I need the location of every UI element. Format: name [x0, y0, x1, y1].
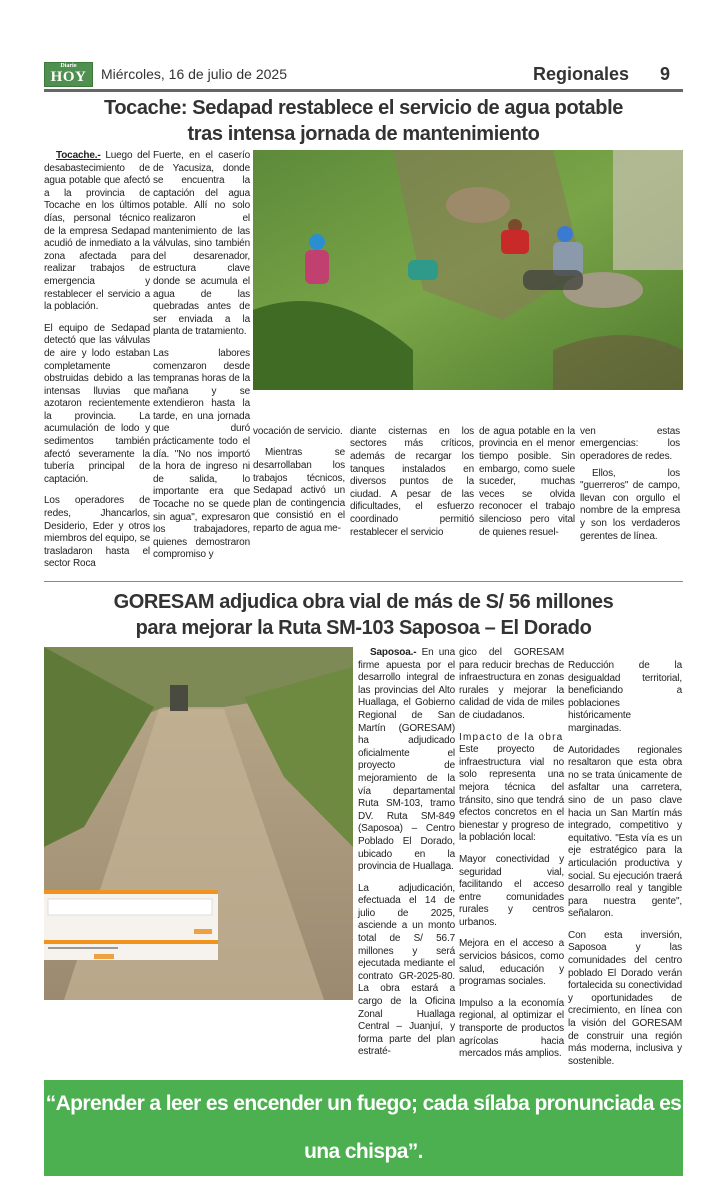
article-divider — [44, 581, 683, 582]
headline-line: Tocache: Sedapad restablece el servicio de agua potable — [104, 97, 623, 119]
issue-date: Miércoles, 16 de julio de 2025 — [101, 66, 288, 82]
paragraph: Mejora en el acceso a servicios básicos, como salud, educación y programas sociales. — [459, 938, 564, 988]
paragraph: Mientras se desarrollaban los trabajos técnicos, Sedapad activó un plan de contingencia que consistió en el reparto de agua me- — [253, 447, 345, 534]
article1-column-1 — [44, 150, 150, 571]
paragraph: diante cisternas en los sectores más críticos, además de recargar los tanques instalados en diversos puntos de la ciudad. A pesar de las dificultades, el esfuerzo coordinado permitió restablecer el servicio — [350, 425, 474, 538]
dirt-road-image — [44, 647, 353, 1000]
dateline: Saposoa.- — [370, 647, 417, 658]
paragraph: El equipo de Sedapad detectó que las válvulas de aire y lodo estaban completamente obstruidas debido a las intensas lluvias que azotaron recientemente la provincia. La acumulación de lodo y sedimentos también afectó severamente la tubería principal de captación. — [44, 322, 150, 485]
paragraph: Autoridades regionales resaltaron que esta obra no se trata únicamente de asfaltar una carretera, sino de un paso clave hacia un San Martín más integrado, competitivo y equitativo. "Esta vía es un eje estratégico para la articulación productiva y social. Su ejecución traerá desarrollo real y tangible para nuestra gente", señalaron. — [568, 744, 682, 920]
paragraph: Reducción de la desigualdad territorial, beneficiando a poblaciones históricamente marginadas. — [568, 660, 682, 734]
article1-bottom-columns — [253, 426, 683, 571]
paragraph: gico del GORESAM para reducir brechas de infraestructura en zonas rurales y mejorar la calidad de vida de miles de ciudadanos. — [459, 647, 564, 721]
workers-hillside-image — [253, 150, 683, 390]
dateline: Tocache.- — [56, 150, 101, 161]
paragraph: Fuerte, en el caserío de Yacusiza, donde se encuentra la captación del agua potable. Allí no solo realizaron el mantenimiento de las válvulas, sino también del desarenador, estructura clave donde se acumula el agua de las quebradas antes de ser enviada a la planta de tratamiento. — [153, 150, 250, 338]
paragraph: Luego del desabastecimiento de agua potable que afectó a la provincia de Tocache en los últimos días, personal técnico de la empresa Sedapad acudió de inmediato a la zona afectada para realizar trabajos de emergencia y restablecer el servicio a la población. — [44, 150, 150, 313]
article2-column-3 — [568, 660, 682, 1068]
page-body — [44, 0, 683, 1196]
paragraph: vocación de servicio. — [253, 425, 343, 437]
article1-column-4 — [350, 426, 474, 571]
paragraph: Los operadores de redes, Jhancarlos, Desiderio, Eder y otros miembros del equipo, se trasladaron hasta el sector Roca — [44, 495, 150, 570]
page-number: 9 — [660, 64, 671, 84]
paragraph: Ellos, los "guerreros" de campo, llevan con orgullo el nombre de la empresa y son los verdaderos gerentes de línea. — [580, 467, 680, 542]
headline-line: tras intensa jornada de mantenimiento — [187, 123, 540, 145]
article1-photo — [253, 150, 683, 390]
article2-column-1 — [358, 647, 455, 1059]
logo-big-text: HOY — [50, 69, 87, 85]
article1-column-3 — [253, 426, 345, 571]
paragraph: Este proyecto de infraestructura vial no solo representa una mejora técnica del tránsito, sino que tendrá efectos concretos en el bienestar y progreso de la población local: — [459, 744, 564, 844]
article1-column-5 — [479, 426, 575, 571]
paragraph: Mayor conectividad y seguridad vial, facilitando el acceso entre comunidades rurales y centros urbanos. — [459, 853, 564, 928]
article1-column-6 — [580, 426, 680, 571]
article2-headline — [44, 589, 683, 641]
quote-banner: “Aprender a leer es encender un fuego; cada sílaba pronunciada es una chispa”. — [44, 1080, 683, 1176]
paragraph: Con esta inversión, Saposoa y las comunidades del centro poblado El Dorado verán fortalecida su conectividad y oportunidades de crecimiento, en línea con la visión del GORESAM de construir una región más moderna, inclusiva y sostenible. — [568, 929, 682, 1067]
article2-column-2 — [459, 647, 564, 1061]
paragraph: Impulso a la economía regional, al optimizar el transporte de productos agrícolas hacia mercados más amplios. — [459, 997, 564, 1060]
headline-line: para mejorar la Ruta SM-103 Saposoa – El Dorado — [135, 617, 592, 639]
article2-body — [44, 647, 683, 1068]
paragraph: de agua potable en la provincia en el menor tiempo posible. Sin embargo, como suele suceder, muchas veces se olvida reconocer el trabajo silencioso pero vital de quienes resuel- — [479, 425, 575, 538]
section-name: Regionales — [533, 64, 630, 84]
logo-small-text: Diario — [60, 63, 77, 69]
headline-line: GORESAM adjudica obra vial de más de S/ 56 millones — [113, 591, 614, 613]
paragraph: La adjudicación, efectuada el 14 de julio de 2025, asciende a un monto total de S/ 56.7 millones y será ejecutada mediante el contrato GR-2025-80. La obra estará a cargo de la Oficina Zonal Huallaga Central – Juanjuí, y forma parte del plan estraté- — [358, 882, 455, 1058]
article1-column-2 — [153, 150, 250, 571]
paragraph: ven estas emergencias: los operadores de redes. — [580, 425, 680, 463]
paragraph: Las labores comenzaron desde tempranas horas de la mañana y se extendieron hasta la tarde, en una jornada que duró prácticamente todo el día. "No nos importó la hora de ingreso ni de salida, lo importante era que Tocache no se quede sin agua", expresaron los trabajadores, quienes demostraron compromiso y — [153, 347, 250, 561]
paragraph: En una firme apuesta por el desarrollo integral de las provincias del Alto Huallaga, el Gobierno Regional de San Martín (GORESAM) ha adjudicado oficialmente el proyecto de mejoramiento de la vía departamental Ruta SM-103, tramo DV. Ruta SM-849 (Saposoa) – Centro Poblado El Dorado, ubicado en la provincia de Huallaga. — [358, 647, 455, 873]
article1-body — [44, 150, 683, 571]
article2-photo — [44, 647, 353, 1000]
subheading: Impacto de la obra — [459, 731, 564, 743]
article1-headline — [44, 95, 683, 147]
